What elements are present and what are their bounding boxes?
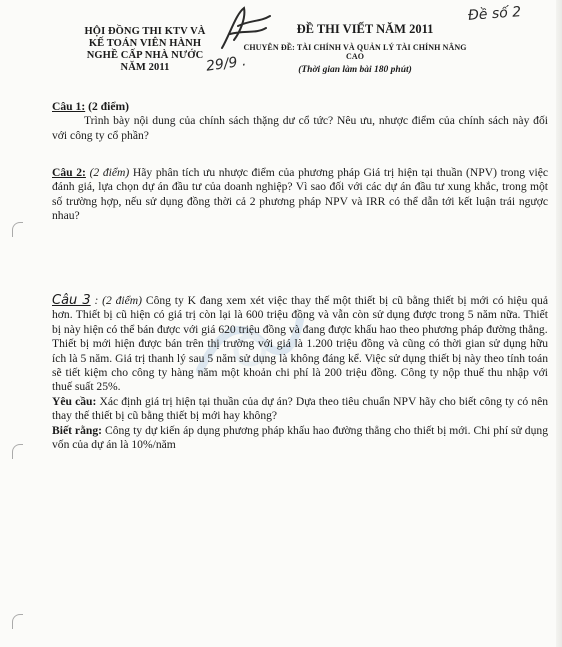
question-1-points: (2 điểm) — [88, 100, 129, 113]
question-1-text: Trình bày nội dung của chính sách thặng dư cổ tức? Nêu ưu, nhược điểm của chính sách này đối với công ty cổ phần? — [52, 114, 548, 142]
margin-mark — [12, 444, 23, 459]
scan-edge — [556, 0, 562, 647]
margin-mark — [12, 222, 23, 237]
org-line-4: NĂM 2011 — [120, 62, 170, 73]
exam-header — [235, 22, 475, 75]
question-3-requirement-text: Xác định giá trị hiện tại thuần của dự án? Dựa theo tiêu chuẩn NPV hãy cho biết công ty có nên thay thế thiết bị cũ bằng thiết bị mới hay không? — [52, 394, 549, 423]
question-3-label: Câu 3 — [52, 293, 91, 308]
issuing-council — [70, 26, 220, 74]
handwritten-exam-code: Đề số 2 — [467, 4, 522, 24]
margin-mark — [12, 614, 23, 629]
question-2-points: (2 điểm) — [89, 166, 130, 179]
question-3-details: Thiết bị mới hiện được bán trên thị trường với giá là 1.200 triệu đồng và cũng có thời gian sử dụng hữu ích là 5 năm. Giá trị thanh lý sau 5 năm sử dụng là không đáng kể. Việc sử dụng thiết bị này theo tính toán sẽ tiết kiệm cho công ty hàng năm một khoản chi phí là 200 triệu đồng. Công ty nộp thuế thu nhập với thuế suất 25%. — [52, 337, 548, 394]
exam-title: ĐỀ THI VIẾT NĂM 2011 — [296, 22, 434, 36]
org-line-1: HỘI ĐỒNG THI KTV VÀ — [84, 26, 206, 37]
org-line-3: NGHỀ CẤP NHÀ NƯỚC — [86, 50, 204, 61]
question-1 — [52, 100, 548, 143]
question-3-given-label: Biết rằng: — [52, 423, 102, 437]
question-1-label: Câu 1: — [52, 100, 86, 113]
question-3-requirement-label: Yêu cầu: — [52, 394, 97, 408]
question-3-given-text: Công ty dự kiến áp dụng phương pháp khấu hao đường thẳng cho thiết bị mới. Chi phí sử dụng vốn của dự án là 10%/năm — [52, 423, 548, 452]
exam-specialty: CHUYÊN ĐỀ: TÀI CHÍNH VÀ QUẢN LÝ TÀI CHÍNH NÂNG CAO — [243, 43, 467, 61]
question-3 — [52, 294, 548, 452]
question-3-points: : (2 điểm) — [94, 294, 143, 307]
exam-time: (Thời gian làm bài 180 phút) — [298, 65, 412, 75]
question-2-text: Hãy phân tích ưu nhược điểm của phương pháp Giá trị hiện tại thuần (NPV) trong việc đánh giá, lựa chọn dự án đầu tư của doanh nghiệp? Vì sao đối với các dự án đầu tư xung khắc, trong một số trường hợp, nếu sử dụng đồng thời cả 2 phương pháp NPV và IRR có thể dẫn tới kết luận trái ngược nhau? — [52, 166, 548, 223]
handwritten-date: 29/9 . — [205, 53, 248, 75]
question-3-intro: Công ty K đang xem xét việc thay thế một thiết bị cũ bằng thiết bị mới có hiệu quả hơn. Thiết bị cũ hiện có giá trị còn lại là 600 triệu đồng và vẫn còn sử dụng được trong 5 năm nữa. Thiết bị này hiện có thể bán được với giá 620 triệu đồng và đang được khấu hao theo phương pháp đường thẳng. — [52, 294, 548, 336]
question-2-label: Câu 2: — [52, 166, 86, 179]
org-line-2: KẾ TOÁN VIÊN HÀNH — [88, 38, 202, 49]
question-2 — [52, 166, 548, 224]
